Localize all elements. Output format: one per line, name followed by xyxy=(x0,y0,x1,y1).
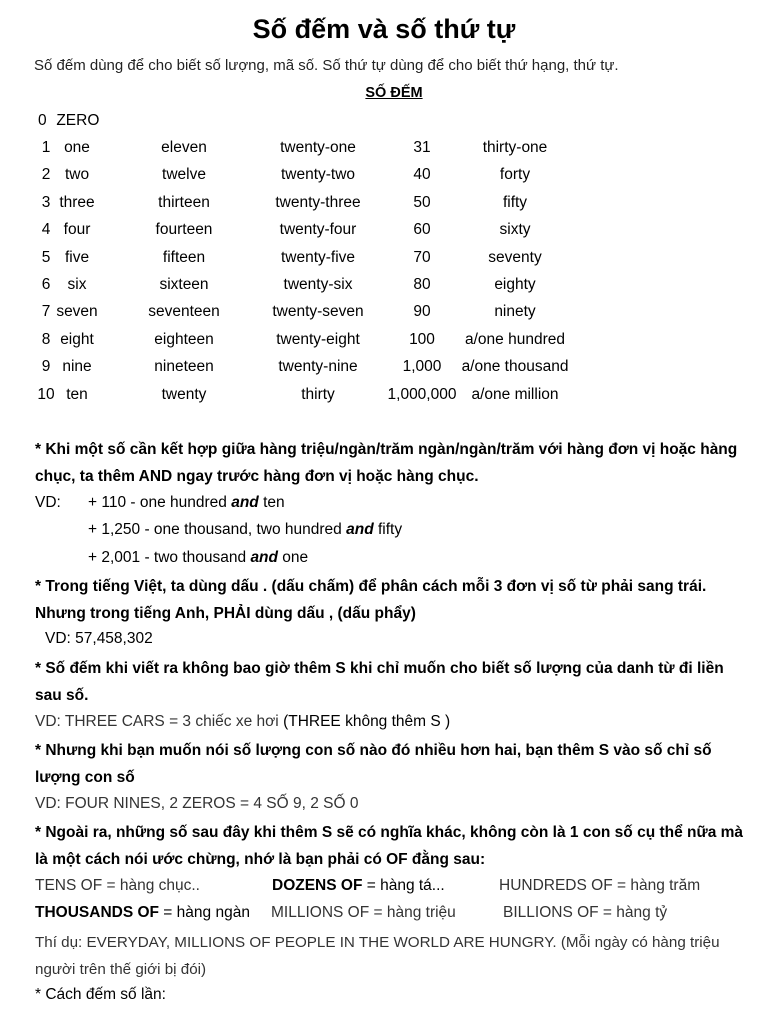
number-digit: 0 xyxy=(38,112,47,129)
example-text: one xyxy=(278,549,309,566)
zero-row xyxy=(38,112,99,130)
number-word: seven xyxy=(56,303,98,321)
number-digit: 1,000 xyxy=(402,358,442,376)
number-word: a/one thousand xyxy=(461,358,569,376)
number-word: sixteen xyxy=(159,276,209,293)
number-word: nine xyxy=(62,358,92,376)
example-line xyxy=(88,549,308,567)
example-line: VD: 57,458,302 xyxy=(45,630,153,647)
number-word: twenty-two xyxy=(280,166,356,184)
number-word: eight xyxy=(60,330,94,348)
approx-term: MILLIONS OF = hàng triệu xyxy=(271,904,456,921)
number-word: eighty xyxy=(494,276,536,293)
approx-term xyxy=(272,877,445,895)
number-word: seventeen xyxy=(148,303,220,321)
number-digit: 100 xyxy=(409,330,435,348)
number-word: five xyxy=(64,248,90,266)
number-digit: 7 xyxy=(41,303,51,321)
number-digit: 40 xyxy=(413,166,431,184)
approx-term xyxy=(35,904,250,922)
number-word: twenty-three xyxy=(275,193,361,211)
number-word: twenty-eight xyxy=(276,330,360,348)
number-word: thirteen xyxy=(158,193,210,211)
approx-term-key: THOUSANDS OF xyxy=(35,904,159,921)
and-word: and xyxy=(346,521,374,538)
approx-term-meaning: = hàng ngàn xyxy=(159,904,250,921)
number-word: four xyxy=(63,221,91,239)
number-digit: 5 xyxy=(41,248,51,266)
number-word: ninety xyxy=(494,303,536,321)
approx-term: BILLIONS OF = hàng tỷ xyxy=(503,904,668,921)
number-word: thirty xyxy=(301,385,335,403)
number-digit: 1,000,000 xyxy=(387,385,457,403)
number-word: twenty-seven xyxy=(272,303,364,321)
example-line xyxy=(35,713,450,731)
number-digit: 6 xyxy=(41,276,51,293)
number-word: fifty xyxy=(502,193,528,211)
example-label: VD: xyxy=(35,494,61,511)
number-word: eleven xyxy=(161,139,207,156)
approx-term-meaning: = hàng tá... xyxy=(362,877,445,894)
rule-and: * Khi một số cần kết hợp giữa hàng triệu/ngàn/trăm ngàn/ngàn/trăm với hàng đơn vị hoặc hàng chục, ta thêm AND ngay trước hàng đơn vị hoặc hàng chục. xyxy=(35,441,738,486)
number-word: fifteen xyxy=(162,248,206,266)
number-digit: 50 xyxy=(413,193,431,211)
intro-text: Số đếm dùng để cho biết số lượng, mã số. Số thứ tự dùng để cho biết thứ hạng, thứ tự. xyxy=(34,57,619,74)
number-digit: 90 xyxy=(413,303,431,321)
number-digit: 10 xyxy=(37,385,55,403)
number-digit: 1 xyxy=(41,139,51,156)
rule-comma: * Trong tiếng Việt, ta dùng dấu . (dấu chấm) để phân cách mỗi 3 đơn vị số từ phải sang trái. Nhưng trong tiếng Anh, PHẢI dùng dấu , (dấu phẩy) xyxy=(35,578,707,623)
example-text: VD: THREE CARS = 3 chiếc xe hơi xyxy=(35,713,279,730)
number-word: twenty-four xyxy=(279,221,357,239)
page-title: Số đếm và số thứ tự xyxy=(252,14,516,44)
number-digit: 8 xyxy=(41,330,51,348)
section-heading: SỐ ĐẾM xyxy=(365,85,423,101)
number-word: twenty-five xyxy=(280,248,356,266)
example-line: VD: FOUR NINES, 2 ZEROS = 4 SỐ 9, 2 SỐ 0 xyxy=(35,795,359,812)
number-word: twenty-six xyxy=(283,276,353,293)
example-text: + 2,001 - two thousand xyxy=(88,549,251,566)
number-word: ten xyxy=(66,385,88,403)
example-line xyxy=(88,521,402,539)
rule-no-s: * Số đếm khi viết ra không bao giờ thêm S khi chỉ muốn cho biết số lượng của danh từ đi liền sau số. xyxy=(35,660,724,705)
number-word: a/one million xyxy=(471,385,559,403)
number-word: two xyxy=(64,166,90,184)
number-word: a/one hundred xyxy=(465,330,565,348)
number-digit: 4 xyxy=(41,221,51,239)
approx-term: HUNDREDS OF = hàng trăm xyxy=(499,877,701,894)
number-digit: 80 xyxy=(413,276,431,293)
and-word: and xyxy=(250,549,278,566)
example-line xyxy=(88,494,285,512)
example-text: + 1,250 - one thousand, two hundred xyxy=(88,521,347,538)
example-paragraph: Thí dụ: EVERYDAY, MILLIONS OF PEOPLE IN THE WORLD ARE HUNGRY. (Mỗi ngày có hàng triệu người trên thế giới bị đói) xyxy=(35,934,720,979)
example-text: (THREE không thêm S ) xyxy=(278,713,451,730)
number-digit: 31 xyxy=(413,139,431,156)
number-digit: 3 xyxy=(41,193,51,211)
approx-term: TENS OF = hàng chục.. xyxy=(35,877,200,894)
number-word: forty xyxy=(499,166,531,184)
example-text: fifty xyxy=(373,521,403,538)
number-word: eighteen xyxy=(154,330,214,348)
example-text: ten xyxy=(258,494,285,511)
number-word: twelve xyxy=(162,166,206,184)
number-word: fourteen xyxy=(155,221,213,239)
number-digit: 60 xyxy=(413,221,431,239)
number-digit: 9 xyxy=(41,358,51,376)
number-digit: 2 xyxy=(41,166,51,184)
number-word: thirty-one xyxy=(482,139,548,156)
number-word: twenty xyxy=(161,385,207,403)
last-rule: * Cách đếm số lần: xyxy=(35,986,166,1003)
number-word: nineteen xyxy=(154,358,214,376)
number-digit: 70 xyxy=(413,248,431,266)
number-word: six xyxy=(67,276,87,293)
number-word: twenty-one xyxy=(280,139,356,156)
example-text: + 110 - one hundred xyxy=(88,494,232,511)
number-word: seventy xyxy=(488,248,542,266)
number-word: three xyxy=(59,193,95,211)
approx-term-key: DOZENS OF xyxy=(272,877,363,894)
number-word: ZERO xyxy=(56,112,100,129)
and-word: and xyxy=(231,494,259,511)
rule-add-s: * Nhưng khi bạn muốn nói số lượng con số nào đó nhiều hơn hai, bạn thêm S vào số chỉ số lượng con số xyxy=(35,742,712,787)
number-word: one xyxy=(64,139,90,156)
rule-approx: * Ngoài ra, những số sau đây khi thêm S sẽ có nghĩa khác, không còn là 1 con số cụ thể nữa mà là một cách nói ước chừng, nhớ là bạn phải có OF đằng sau: xyxy=(35,824,744,869)
number-word: twenty-nine xyxy=(278,358,358,376)
number-word: sixty xyxy=(499,221,531,239)
